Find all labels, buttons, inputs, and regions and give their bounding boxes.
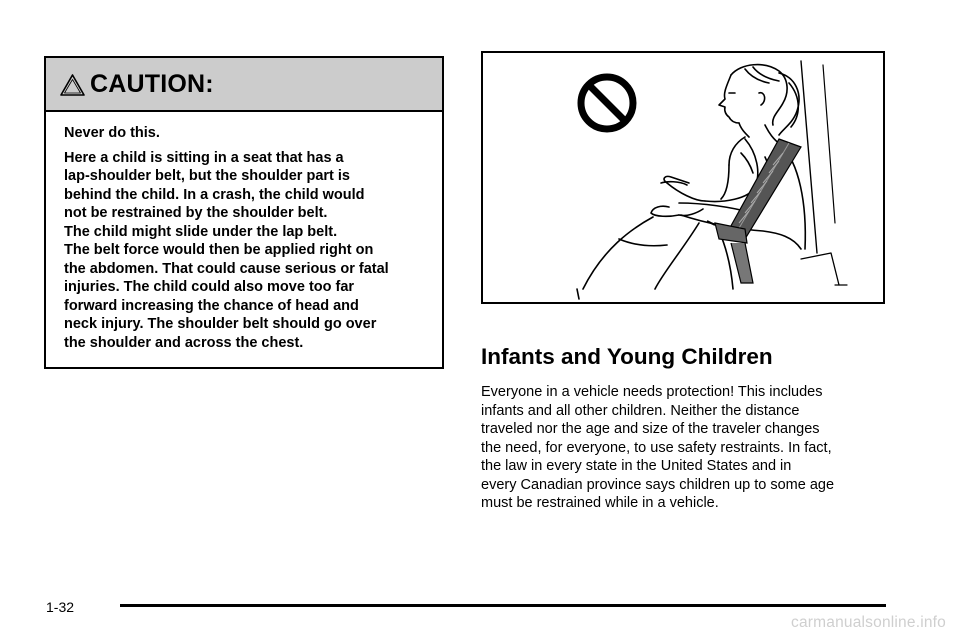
caution-line: lap-shoulder belt, but the shoulder part is — [64, 168, 350, 184]
body-line: must be restrained while in a vehicle. — [481, 495, 719, 511]
warning-triangle-icon — [59, 73, 86, 97]
caution-box — [44, 56, 444, 369]
caution-line: forward increasing the chance of head and — [64, 297, 359, 314]
section-body — [481, 383, 886, 513]
watermark: carmanualsonline.info — [791, 614, 946, 631]
child-seatbelt-illustration — [483, 53, 883, 302]
caution-header — [46, 58, 442, 112]
caution-line: behind the child. In a crash, the child would — [64, 186, 365, 203]
body-line: every Canadian province says children up to some age — [481, 476, 835, 493]
section-heading: Infants and Young Children — [481, 344, 773, 369]
caution-body — [64, 124, 440, 352]
shoulder-belt — [727, 139, 801, 239]
body-line: traveled nor the age and size of the traveler changes — [481, 421, 820, 437]
child-figure — [577, 61, 847, 299]
body-line: the need, for everyone, to use safety restraints. In fact, — [481, 439, 832, 456]
body-line: Everyone in a vehicle needs protection! This includes — [481, 384, 823, 400]
caution-line: the abdomen. That could cause serious or fatal — [64, 260, 389, 277]
caution-line: neck injury. The shoulder belt should go over — [64, 316, 377, 332]
caution-line: not be restrained by the shoulder belt. — [64, 205, 328, 221]
illustration-frame — [481, 51, 885, 304]
caution-line: The belt force would then be applied right on — [64, 242, 374, 258]
body-line: the law in every state in the United States and in — [481, 458, 792, 474]
caution-line: Here a child is sitting in a seat that has a — [64, 149, 344, 166]
caution-lead: Never do this. — [64, 125, 160, 141]
caution-line: the shoulder and across the chest. — [64, 334, 304, 351]
caution-line: The child might slide under the lap belt. — [64, 223, 338, 240]
page-number: 1-32 — [46, 599, 75, 615]
body-line: infants and all other children. Neither the distance — [481, 402, 800, 419]
prohibited-icon — [581, 77, 633, 129]
caution-line: injuries. The child could also move too far — [64, 279, 355, 295]
caution-title: CAUTION: — [90, 70, 214, 98]
footer-rule — [120, 604, 886, 607]
